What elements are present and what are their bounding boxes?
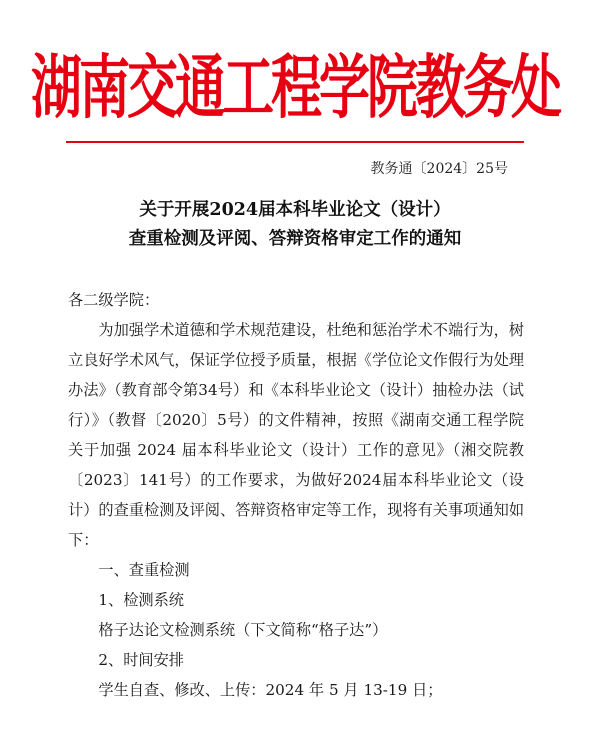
letterhead xyxy=(31,46,560,128)
notice-title-line-2: 查重检测及评阅、答辩资格审定工作的通知 xyxy=(128,229,462,249)
letterhead-red-rule xyxy=(66,141,524,143)
subsection-heading-schedule: 2、时间安排 xyxy=(98,651,184,669)
detection-system-text: 格子达论文检测系统（下文简称“格子达”） xyxy=(98,621,388,639)
document-number: 教务通〔2024〕25号 xyxy=(370,161,508,177)
notice-title xyxy=(60,196,530,254)
salutation: 各二级学院： xyxy=(68,291,160,309)
letterhead-org-name: 湖南交通工程学院教务处 xyxy=(31,46,560,128)
schedule-text: 学生自查、修改、上传：2024 年 5 月 13-19 日； xyxy=(98,681,443,699)
intro-paragraph: 为加强学术道德和学术规范建设，杜绝和惩治学术不端行为，树立良好学术风气，保证学位授予质量，根据《学位论文作假行为处理办法》（教育部令第34号）和《本科毕业论文（设计）抽检办法（试行）》（教督〔2020〕5号）的文件精神，按照《湖南交通工程学院关于加强 2024 届本科毕业论文（设计）工作的意见》（湘交院教〔2023〕141号）的工作要求，为做好2024届本科毕业论文（设计）的查重检测及评阅、答辩资格审定等工作，现将有关事项通知如下： xyxy=(68,321,524,549)
subsection-heading-detection-system: 1、检测系统 xyxy=(98,591,184,609)
notice-title-line-1: 关于开展2024届本科毕业论文（设计） xyxy=(139,200,451,220)
section-heading-plagiarism-check: 一、查重检测 xyxy=(98,561,190,579)
notice-body xyxy=(68,285,524,705)
